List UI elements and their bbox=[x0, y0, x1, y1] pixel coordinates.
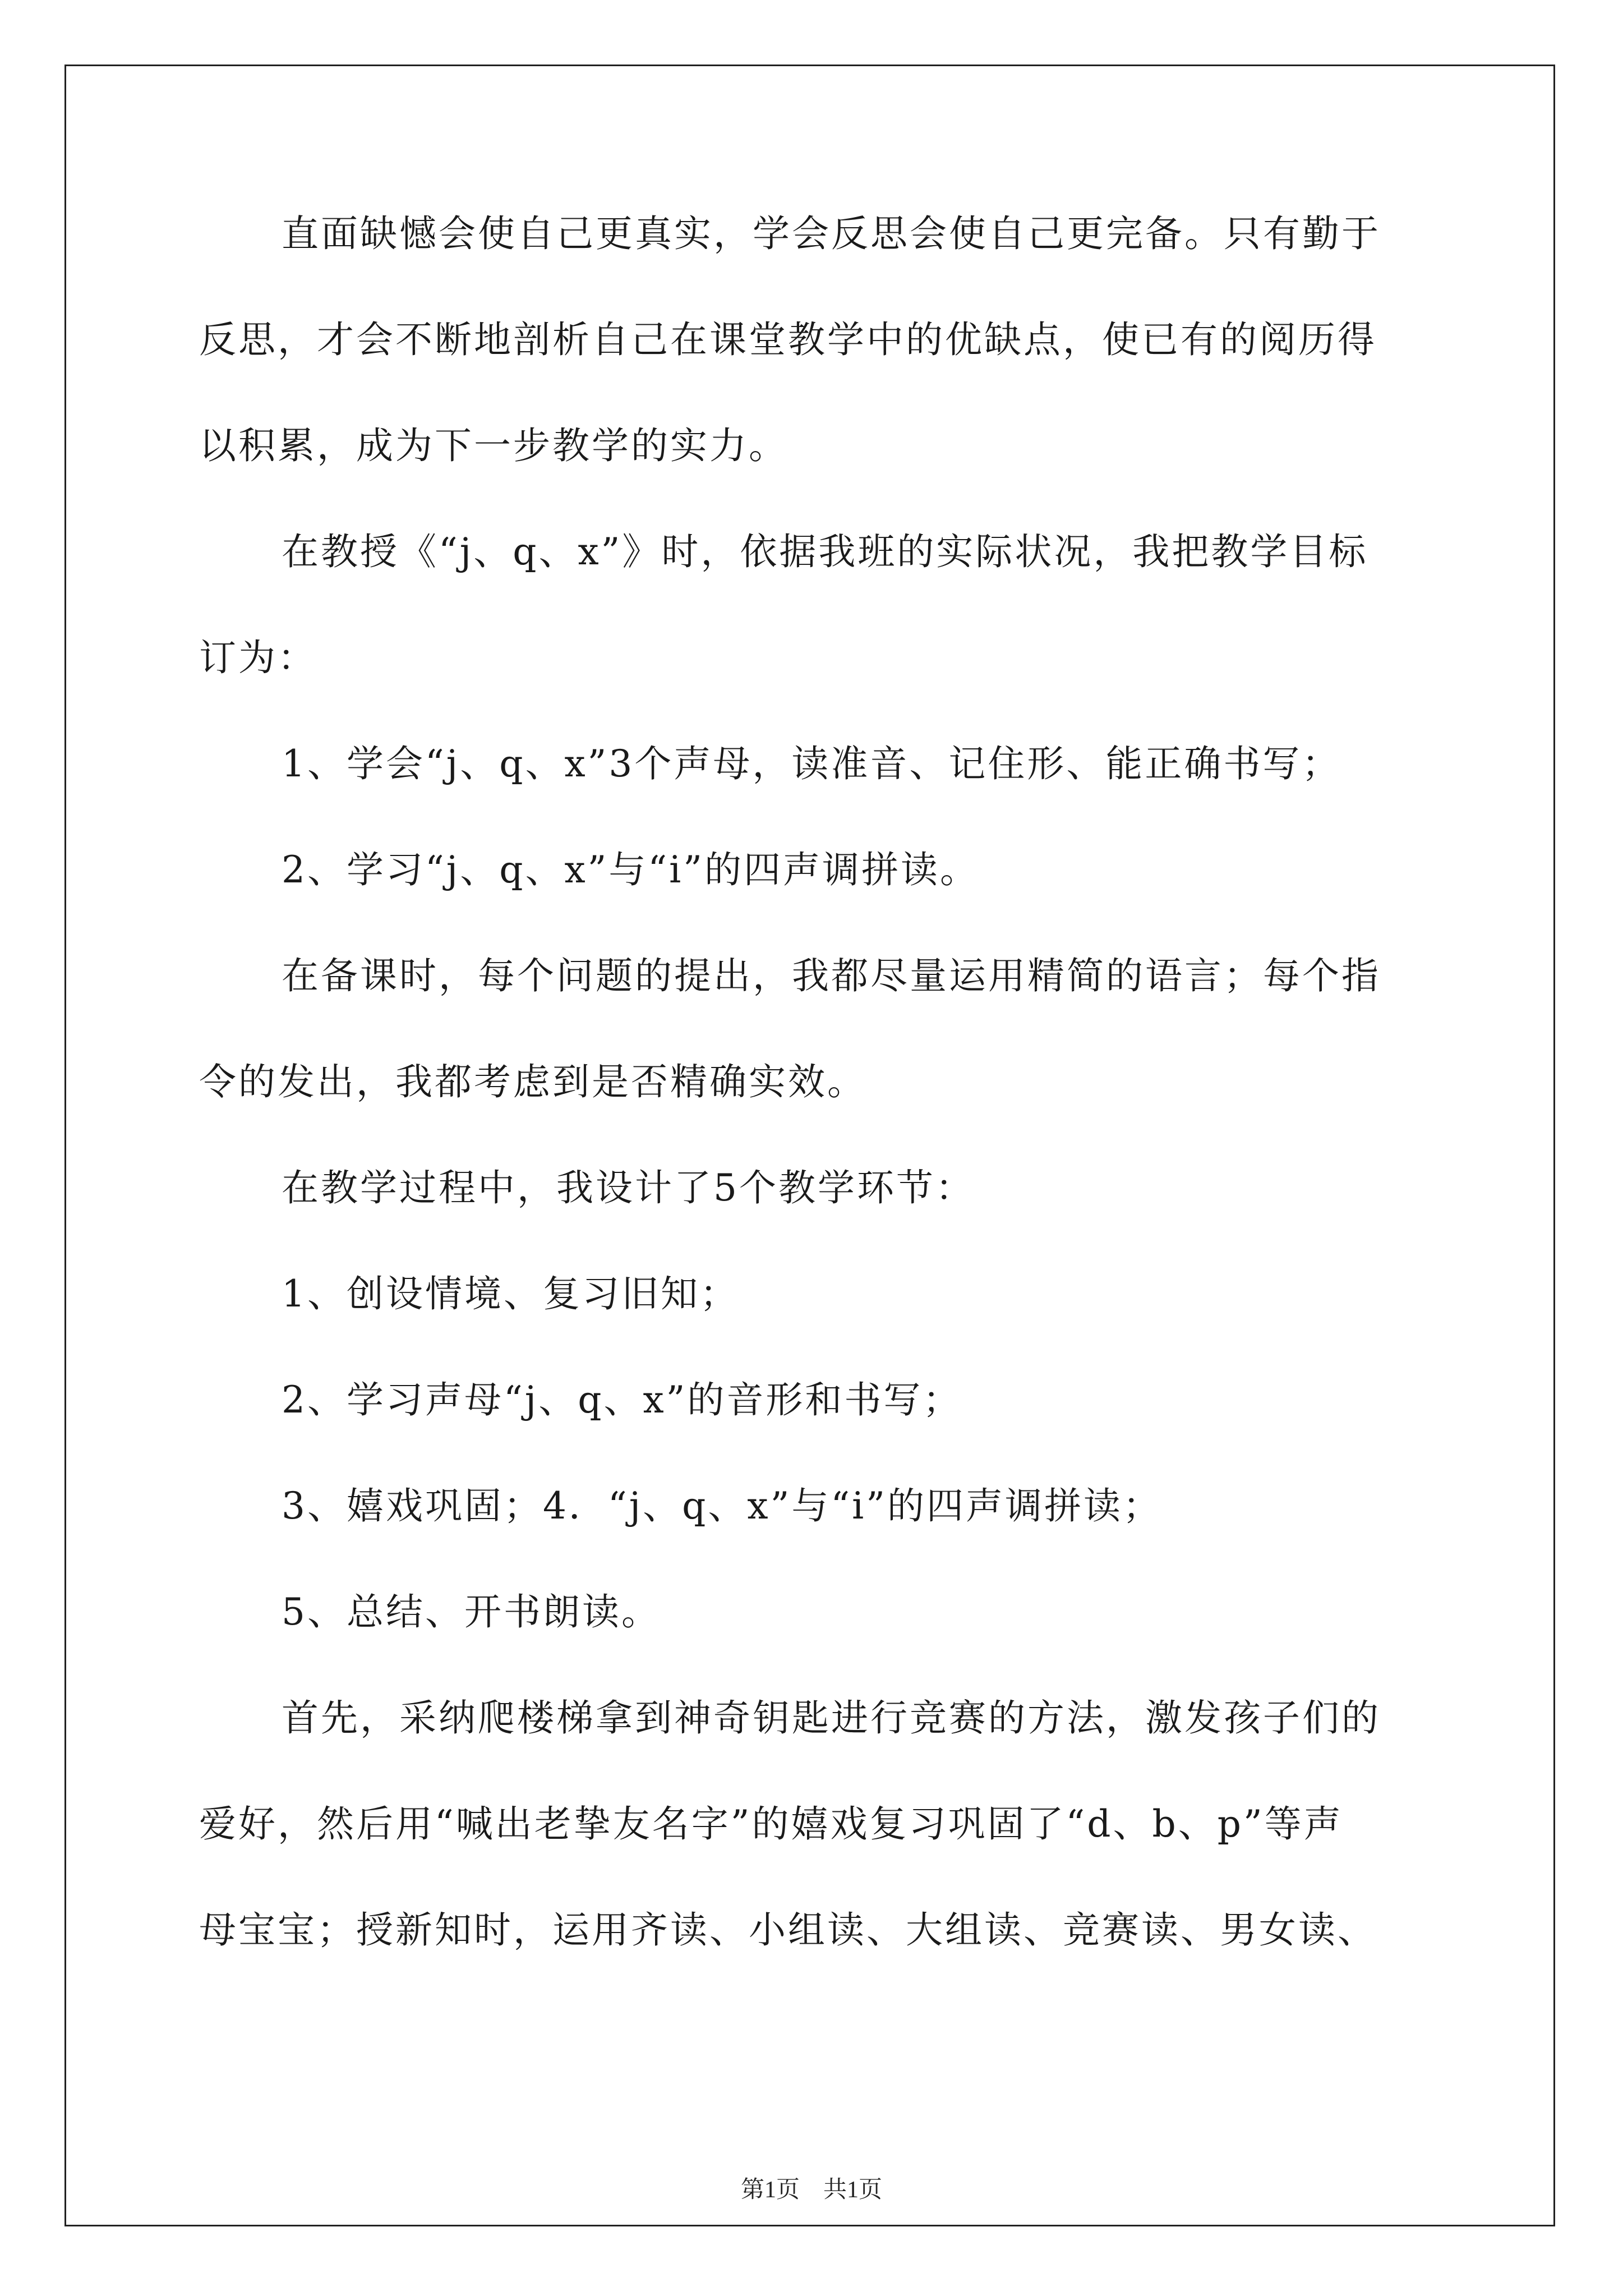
text-line: 3、嬉戏巩固；4．“j、q、x”与“i”的四声调拼读； bbox=[282, 1484, 1162, 1527]
text-line: 直面缺憾会使自己更真实，学会反思会使自己更完备。只有勤于 bbox=[282, 212, 1381, 255]
text-line: 2、学习“j、q、x”与“i”的四声调拼读。 bbox=[282, 848, 979, 891]
text-line: 以积累，成为下一步教学的实力。 bbox=[199, 424, 788, 467]
text-line: 订为： bbox=[199, 636, 317, 679]
text-line: 母宝宝；授新知时，运用齐读、小组读、大组读、竞赛读、男女读、 bbox=[199, 1908, 1377, 1952]
text-line: 1、创设情境、复习旧知； bbox=[282, 1272, 739, 1315]
text-line: 首先，采纳爬楼梯拿到神奇钥匙进行竞赛的方法，激发孩子们的 bbox=[282, 1696, 1381, 1740]
text-line: 在教授《“j、q、x”》时，依据我班的实际状况，我把教学目标 bbox=[282, 530, 1368, 573]
text-line: 5、总结、开书朗读。 bbox=[282, 1590, 661, 1634]
page-border bbox=[64, 65, 1555, 2226]
text-line: 2、学习声母“j、q、x”的音形和书写； bbox=[282, 1378, 962, 1421]
text-line: 在教学过程中，我设计了5个教学环节： bbox=[282, 1166, 975, 1209]
text-line: 令的发出，我都考虑到是否精确实效。 bbox=[199, 1060, 866, 1103]
text-line: 爱好，然后用“喊出老挚友名字”的嬉戏复习巩固了“d、b、p”等声 bbox=[199, 1802, 1343, 1846]
text-line: 1、学会“j、q、x”3个声母，读准音、记住形、能正确书写； bbox=[282, 742, 1341, 785]
text-line: 反思，才会不断地剖析自己在课堂教学中的优缺点，使已有的阅历得 bbox=[199, 318, 1377, 361]
page-number: 第1页 共1页 bbox=[740, 2177, 882, 2203]
text-line: 在备课时，每个问题的提出，我都尽量运用精简的语言；每个指 bbox=[282, 954, 1381, 997]
